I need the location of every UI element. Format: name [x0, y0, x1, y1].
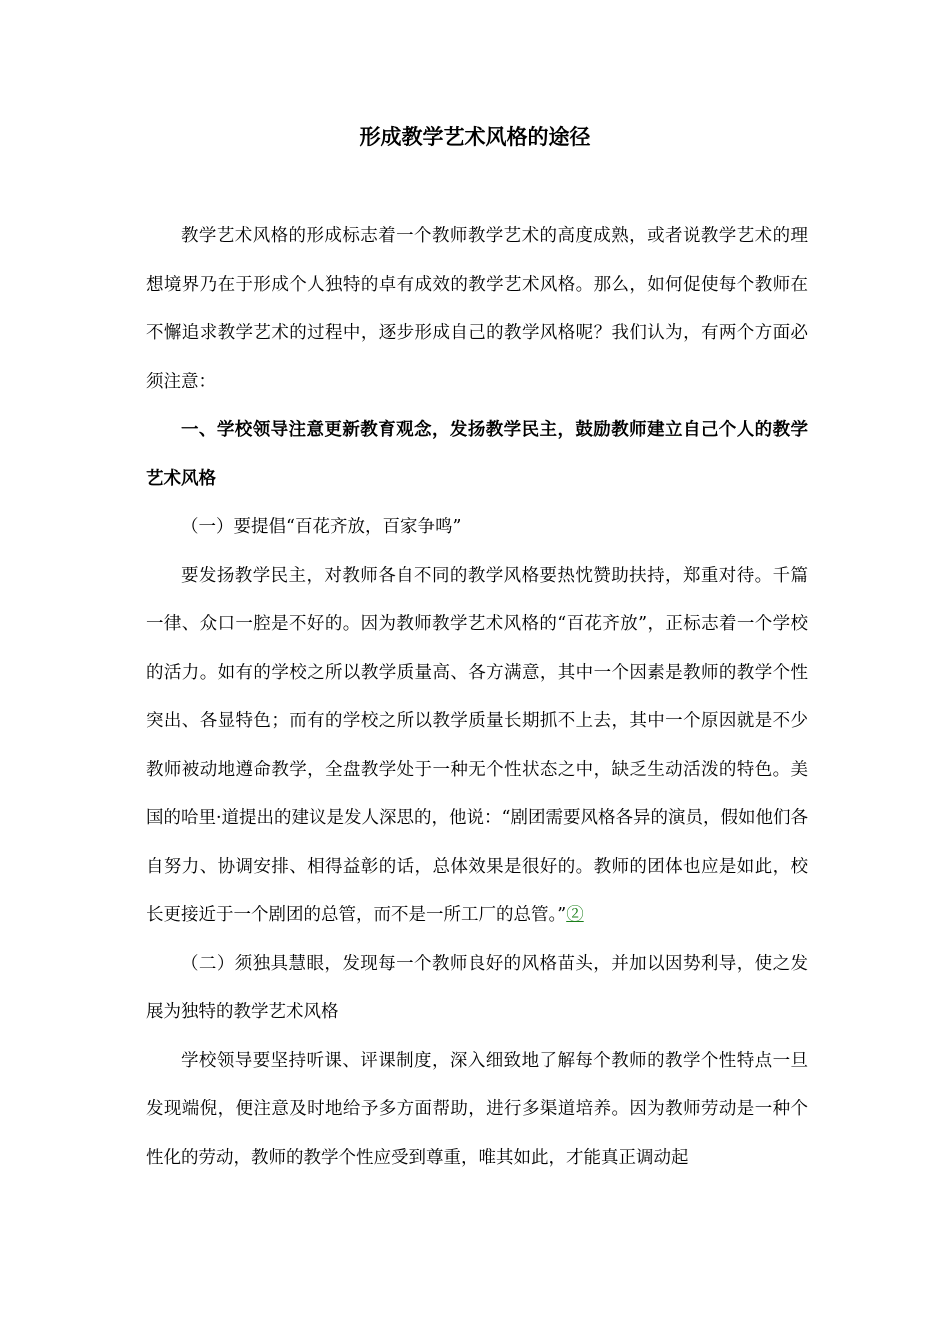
intro-paragraph: 教学艺术风格的形成标志着一个教师教学艺术的高度成熟，或者说教学艺术的理想境界乃在于形成个人独特的卓有成效的教学艺术风格。那么，如何促使每个教师在不懈追求教学艺术的过程中，逐步形成自己的教学风格呢？我们认为，有两个方面必须注意： [146, 226, 808, 392]
body-paragraph-3: 学校领导要坚持听课、评课制度，深入细致地了解每个教师的教学个性特点一旦发现端倪，便注意及时地给予多方面帮助，进行多渠道培养。因为教师劳动是一种个性化的劳动，教师的教学个性应受到尊重，唯其如此，才能真正调动起 [146, 1050, 808, 1168]
body-paragraph-2 [146, 552, 808, 940]
document-body [146, 212, 808, 1182]
body-paragraph-2-text: 要发扬教学民主，对教师各自不同的教学风格要热忱赞助扶持，郑重对待。千篇一律、众口一腔是不好的。因为教师教学艺术风格的“百花齐放”，正标志着一个学校的活力。如有的学校之所以教学质量高、各方满意，其中一个因素是教师的教学个性突出、各显特色；而有的学校之所以教学质量长期抓不上去，其中一个原因就是不少教师被动地遵命教学，全盘教学处于一种无个性状态之中，缺乏生动活泼的特色。美国的哈里·道提出的建议是发人深思的，他说：“剧团需要风格各异的演员，假如他们各自努力、协调安排、相得益彰的话，总体效果是很好的。教师的团体也应是如此，校长更接近于一个剧团的总管，而不是一所工厂的总管。” [146, 565, 809, 925]
subsection-heading-1: （一）要提倡“百花齐放，百家争鸣” [181, 517, 462, 537]
subsection-heading-2: （二）须独具慧眼，发现每一个教师良好的风格苗头，并加以因势利导，使之发展为独特的教学艺术风格 [146, 953, 808, 1022]
section-heading-1: 一、学校领导注意更新教育观念，发扬教学民主，鼓励教师建立自己个人的教学艺术风格 [146, 420, 808, 489]
page-title: 形成教学艺术风格的途径 [359, 124, 591, 149]
footnote-link[interactable]: ② [566, 905, 584, 925]
